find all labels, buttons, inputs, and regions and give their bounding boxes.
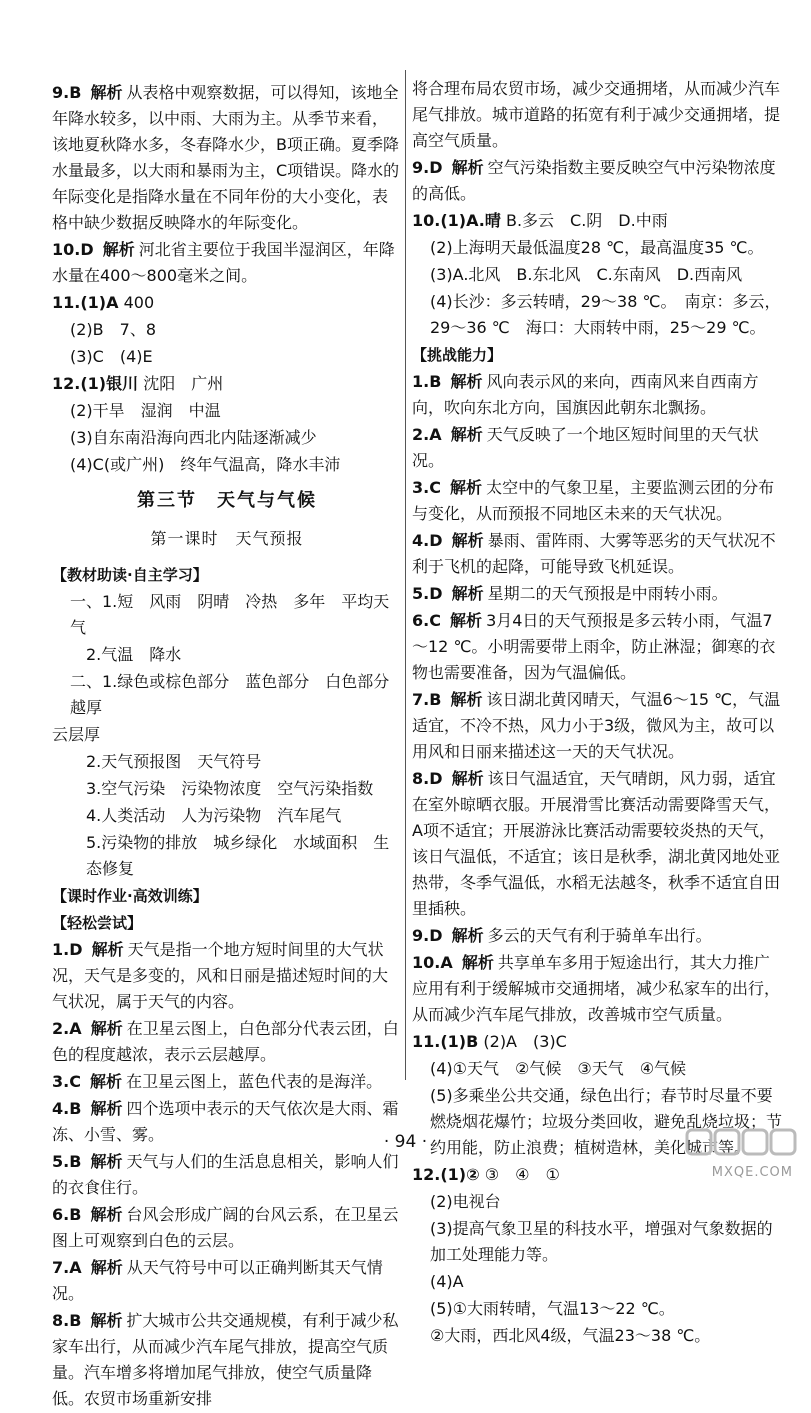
analysis-label: 解析 bbox=[451, 926, 484, 945]
answer-line bbox=[412, 369, 782, 421]
answer-text: 天气与人们的生活息息相关，影响人们的衣食住行。 bbox=[52, 1152, 399, 1197]
answer-text: (2)上海明天最低温度28 ℃，最高温度35 ℃。 bbox=[430, 238, 764, 257]
answer-line bbox=[52, 1016, 402, 1068]
analysis-label: 解析 bbox=[90, 83, 123, 102]
answer-number: 1.B bbox=[412, 372, 442, 391]
answer-number: 11.(1)A bbox=[52, 293, 119, 312]
answer-text: 该日湖北黄冈晴天，气温6～15 ℃，气温适宜，不冷不热，风力小于3级，微风为主，故可以用风和日丽来描述这一天的天气状况。 bbox=[412, 690, 781, 761]
answer-text: 4.人类活动 人为污染物 汽车尾气 bbox=[86, 806, 342, 825]
analysis-label: 解析 bbox=[90, 1072, 123, 1091]
answer-line bbox=[412, 208, 782, 234]
answer-text: (5)①大雨转晴，气温13～22 ℃。 bbox=[430, 1299, 675, 1318]
answer-line bbox=[412, 1056, 782, 1082]
answer-line bbox=[52, 317, 402, 343]
answer-text: (3)A.北风 B.东北风 C.东南风 D.西南风 bbox=[430, 265, 743, 284]
section-heading: 【课时作业·高效训练】 bbox=[52, 887, 208, 905]
answer-number: 2.A bbox=[412, 425, 442, 444]
answer-number: 5.B bbox=[52, 1152, 82, 1171]
answer-text: (4)A bbox=[430, 1272, 464, 1291]
answer-line bbox=[52, 290, 402, 316]
answer-line bbox=[412, 923, 782, 949]
answer-line bbox=[412, 262, 782, 288]
answer-text: 在卫星云图上，白色部分代表云团，白色的程度越浓，表示云层越厚。 bbox=[52, 1019, 399, 1064]
answer-line bbox=[52, 237, 402, 289]
answer-line bbox=[52, 1149, 402, 1201]
answer-line bbox=[412, 1189, 782, 1215]
answer-line bbox=[52, 830, 402, 882]
answer-number: 9.B bbox=[52, 83, 82, 102]
answer-line bbox=[412, 687, 782, 765]
answer-line bbox=[52, 910, 402, 936]
answer-number: 7.B bbox=[412, 690, 442, 709]
answer-number: 3.C bbox=[52, 1072, 81, 1091]
section-heading: 【挑战能力】 bbox=[412, 346, 503, 364]
answer-line bbox=[52, 669, 406, 721]
analysis-label: 解析 bbox=[90, 1258, 123, 1277]
analysis-label: 解析 bbox=[102, 240, 135, 259]
answer-text: (2)干旱 湿润 中温 bbox=[70, 401, 221, 420]
answer-number: 9.D bbox=[412, 926, 443, 945]
answer-number: 4.D bbox=[412, 531, 443, 550]
section-title: 第三节 天气与气候 bbox=[137, 490, 317, 511]
answer-text: 二、1.绿色或棕色部分 蓝色部分 白色部分 越厚 bbox=[70, 672, 406, 717]
answer-text: (5)多乘坐公共交通，绿色出行；春节时尽量不要燃烧烟花爆竹；垃圾分类回收，避免乱烧垃圾；节约用能，防止浪费；植树造林，美化城市等。 bbox=[430, 1086, 783, 1157]
analysis-label: 解析 bbox=[450, 611, 483, 630]
answer-line bbox=[52, 398, 402, 424]
lesson-title: 第一课时 天气预报 bbox=[150, 529, 304, 548]
analysis-label: 解析 bbox=[451, 531, 484, 550]
answer-text: 2.气温 降水 bbox=[86, 645, 182, 664]
answer-line bbox=[412, 581, 782, 607]
answer-line bbox=[52, 80, 402, 236]
answer-line bbox=[52, 803, 402, 829]
column-divider bbox=[405, 70, 406, 1080]
answer-text: 太空中的气象卫星，主要监测云团的分布与变化，从而预报不同地区未来的天气状况。 bbox=[412, 478, 775, 523]
analysis-label: 解析 bbox=[450, 425, 483, 444]
answer-text: (2)电视台 bbox=[430, 1192, 501, 1211]
answer-number: 5.D bbox=[412, 584, 443, 603]
analysis-label: 解析 bbox=[90, 1099, 123, 1118]
answer-number: 6.C bbox=[412, 611, 441, 630]
answer-text: 一、1.短 风雨 阴晴 冷热 多年 平均天气 bbox=[70, 592, 390, 637]
answer-number: 7.A bbox=[52, 1258, 82, 1277]
left-answers-top bbox=[52, 80, 402, 478]
answer-text: 云层厚 bbox=[52, 725, 101, 744]
analysis-label: 解析 bbox=[90, 1019, 123, 1038]
answer-text: ②大雨，西北风4级，气温23～38 ℃。 bbox=[430, 1326, 711, 1345]
analysis-label: 解析 bbox=[450, 478, 483, 497]
answer-text: 天气反映了一个地区短时间里的天气状况。 bbox=[412, 425, 759, 470]
answer-number: 10.(1)A.晴 bbox=[412, 211, 501, 230]
answer-text: 3月4日的天气预报是多云转小雨，气温7～12 ℃。小明需要带上雨伞，防止淋湿；御寒的衣物也需要准备，因为气温偏低。 bbox=[412, 611, 776, 682]
answer-line bbox=[52, 883, 402, 909]
answer-text: 河北省主要位于我国半湿润区，年降水量在400～800毫米之间。 bbox=[52, 240, 395, 285]
answer-number: 12.(1)银川 bbox=[52, 374, 139, 393]
answer-text: 扩大城市公共交通规模，有利于减少私家车出行，从而减少汽车尾气排放，提高空气质量。汽车增多将增加尾气排放，使空气质量降低。农贸市场重新安排 bbox=[52, 1311, 399, 1408]
answer-text: 在卫星云图上，蓝色代表的是海洋。 bbox=[126, 1072, 383, 1091]
answer-line bbox=[412, 475, 782, 527]
answer-number: 1.D bbox=[52, 940, 83, 959]
answer-number: 8.D bbox=[412, 769, 443, 788]
answer-line bbox=[52, 371, 402, 397]
answer-line bbox=[52, 562, 402, 588]
answer-number: 4.B bbox=[52, 1099, 82, 1118]
answer-text: 沈阳 广州 bbox=[143, 374, 224, 393]
answer-line bbox=[52, 1202, 402, 1254]
answer-text: 暴雨、雷阵雨、大雾等恶劣的天气状况不利于飞机的起降，可能导致飞机延误。 bbox=[412, 531, 776, 576]
answer-text: 从表格中观察数据，可以得知，该地全年降水较多，以中雨、大雨为主。从季节来看，该地夏秋降水多，冬春降水少，B项正确。夏季降水量最多，以大雨和暴雨为主，C项错误。降水的年际变化是指降水量在不同年份的大小变化，表格中缺少数据反映降水的年际变化。 bbox=[52, 83, 400, 232]
page-number: · 94 · bbox=[383, 1132, 428, 1152]
answer-line bbox=[52, 344, 402, 370]
answer-number: 10.A bbox=[412, 953, 453, 972]
answer-line bbox=[412, 528, 782, 580]
analysis-label: 解析 bbox=[451, 584, 484, 603]
answer-text: (4)①天气 ②气候 ③天气 ④气候 bbox=[430, 1059, 687, 1078]
section-heading: 【轻松尝试】 bbox=[52, 914, 143, 932]
answer-text: 天气是指一个地方短时间里的大气状况，天气是多变的，风和日丽是描述短时间的大气状况，属于天气的内容。 bbox=[52, 940, 389, 1011]
answer-text: 从天气符号中可以正确判断其天气情况。 bbox=[52, 1258, 383, 1303]
analysis-label: 解析 bbox=[451, 769, 484, 788]
answer-text: 星期二的天气预报是中雨转小雨。 bbox=[487, 584, 728, 603]
answer-line bbox=[52, 937, 402, 1015]
answer-number: 12.(1)② bbox=[412, 1165, 480, 1184]
answer-line bbox=[412, 1029, 782, 1055]
answer-line bbox=[412, 766, 782, 922]
answer-text: 2.天气预报图 天气符号 bbox=[86, 752, 262, 771]
analysis-label: 解析 bbox=[90, 1205, 123, 1224]
answer-line bbox=[52, 1255, 402, 1307]
answer-text: ③ ④ ① bbox=[484, 1165, 560, 1184]
answer-text: 台风会形成广阔的台风云系，在卫星云图上可观察到白色的云层。 bbox=[52, 1205, 399, 1250]
answer-line bbox=[412, 1269, 782, 1295]
answer-text: 风向表示风的来向，西南风来自西南方向，吹向东北方向，国旗因此朝东北飘扬。 bbox=[412, 372, 759, 417]
answer-text: (2)B 7、8 bbox=[70, 320, 157, 339]
answer-number: 2.A bbox=[52, 1019, 82, 1038]
answer-text: 共享单车多用于短途出行，其大力推广应用有利于缓解城市交通拥堵，减少私家车的出行，从而减少汽车尾气排放，改善城市空气质量。 bbox=[412, 953, 781, 1024]
analysis-label: 解析 bbox=[451, 158, 484, 177]
answer-line bbox=[52, 722, 402, 748]
analysis-label: 解析 bbox=[90, 1311, 123, 1330]
answer-text: 400 bbox=[123, 293, 155, 312]
answer-number: 9.D bbox=[412, 158, 443, 177]
answer-text: (3)提高气象卫星的科技水平，增强对气象数据的加工处理能力等。 bbox=[430, 1219, 773, 1264]
answer-line bbox=[412, 422, 782, 474]
answer-text: 多云的天气有利于骑单车出行。 bbox=[487, 926, 712, 945]
answer-line bbox=[412, 608, 782, 686]
answer-line bbox=[52, 589, 402, 641]
answer-line bbox=[52, 452, 402, 478]
answer-text: (3)C (4)E bbox=[70, 347, 153, 366]
answer-line bbox=[412, 76, 782, 154]
answer-text: 将合理布局农贸市场，减少交通拥堵，从而减少汽车尾气排放。城市道路的拓宽有利于减少交通拥堵，提高空气质量。 bbox=[412, 79, 781, 150]
answer-line bbox=[412, 1296, 782, 1322]
answer-text: 5.污染物的排放 城乡绿化 水域面积 生态修复 bbox=[86, 833, 390, 878]
answer-line bbox=[412, 155, 782, 207]
answer-text: B.多云 C.阴 D.中雨 bbox=[505, 211, 668, 230]
answer-number: 6.B bbox=[52, 1205, 82, 1224]
answer-text: (3)自东南沿海向西北内陆逐渐减少 bbox=[70, 428, 317, 447]
answer-text: 空气污染指数主要反映空气中污染物浓度的高低。 bbox=[412, 158, 776, 203]
answer-line bbox=[52, 1308, 402, 1412]
answer-line bbox=[52, 749, 402, 775]
section-heading: 【教材助读·自主学习】 bbox=[52, 566, 208, 584]
answer-line bbox=[412, 235, 782, 261]
watermark-text: MXQE.COM bbox=[711, 1165, 793, 1180]
answer-text: (4)长沙：多云转晴，29～38 ℃。 南京：多云，29～36 ℃ 海口：大雨转中雨，25～29 ℃。 bbox=[430, 292, 781, 337]
answer-text: 3.空气污染 污染物浓度 空气污染指数 bbox=[86, 779, 374, 798]
answer-text: (2)A (3)C bbox=[483, 1032, 567, 1051]
answer-text: (4)C(或广州) 终年气温高，降水丰沛 bbox=[70, 455, 341, 474]
answer-text: 该日气温适宜，天气晴朗，风力弱，适宜在室外晾晒衣服。开展滑雪比赛活动需要降雪天气，A项不适宜；开展游泳比赛活动需要较炎热的天气，该日气温低，不适宜；该日是秋季，湖北黄冈地处亚热带，冬季气温低，水稻无法越冬，秋季不适宜自田里插秧。 bbox=[412, 769, 781, 918]
answer-line bbox=[412, 289, 782, 341]
answer-number: 8.B bbox=[52, 1311, 82, 1330]
answer-number: 3.C bbox=[412, 478, 441, 497]
analysis-label: 解析 bbox=[450, 690, 483, 709]
answer-line bbox=[52, 1069, 402, 1095]
answer-number: 11.(1)B bbox=[412, 1032, 479, 1051]
analysis-label: 解析 bbox=[91, 940, 124, 959]
answer-line bbox=[412, 950, 782, 1028]
analysis-label: 解析 bbox=[90, 1152, 123, 1171]
answer-line bbox=[52, 642, 402, 668]
analysis-label: 解析 bbox=[461, 953, 494, 972]
answer-number: 10.D bbox=[52, 240, 94, 259]
answer-text: 四个选项中表示的天气依次是大雨、霜冻、小雪、雾。 bbox=[52, 1099, 399, 1144]
answer-line bbox=[412, 1216, 782, 1268]
analysis-label: 解析 bbox=[450, 372, 483, 391]
answer-line bbox=[52, 776, 402, 802]
answer-line bbox=[52, 425, 402, 451]
answer-line bbox=[412, 342, 782, 368]
answer-line bbox=[412, 1323, 782, 1349]
